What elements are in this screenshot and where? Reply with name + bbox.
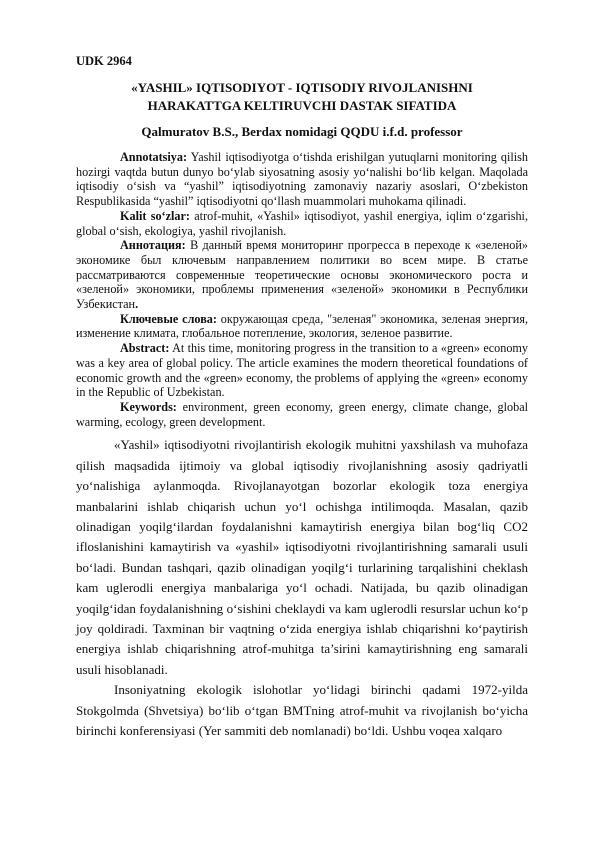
keywords-uz: [76, 209, 528, 238]
abstract-en-text: At this time, monitoring progress in the transition to a «green» economy was a key area of global policy. The article examines the modern theoretical foundations of economic growth and the «green» economy, the problems of applying the «green» economy in the Republic of Uzbekistan.: [76, 341, 528, 400]
body-paragraph-2: Insoniyatning ekologik islohotlar yo‘lidagi birinchi qadami 1972-yilda Stokgolmda (Shvetsiya) bo‘lib o‘tgan BMTning atrof-muhit va rivojlanish bo‘yicha birinchi konferensiyasi (Yer sammiti deb nomlanadi) bo‘ldi. Ushbu voqea xalqaro: [76, 682, 528, 739]
annotation-ru-end: .: [135, 297, 139, 312]
abstract-en-label: Abstract:: [120, 341, 170, 356]
title-line-2: HARAKATTGA KELTIRUVCHI DASTAK SIFATIDA: [147, 97, 457, 113]
keywords-en-text: environment, green economy, green energy, climate change, global warming, ecology, green development.: [76, 399, 528, 429]
article: [76, 54, 528, 741]
keywords-ru-label: Ключевые слова:: [120, 311, 217, 326]
keywords-ru-text: окружающая среда, "зеленая" экономика, зеленая энергия, изменение климата, глобальное потепление, экология, зеленое развитие.: [76, 311, 528, 341]
annotation-ru-text: В данный время мониторинг прогресса в переходе к «зеленой» экономике был ключевым направлением политики во всем мире. В статье рассматриваются современные теоретические основы экономического роста и «зеленой» экономики, проблемы применения «зеленой» экономики в Республики Узбекистан: [76, 238, 528, 312]
keywords-en-label: Keywords:: [120, 399, 177, 414]
annotation-uz-text: Yashil iqtisodiyotga o‘tishda erishilgan yutuqlarni monitoring qilish hozirgi vaqtda butun dunyo bo‘ylab siyosatning asosiy yo‘nalishi bo‘lib kelgan. Maqolada iqtisodiy o‘sish va “yashil” iqtisodiyotning zamonaviy nazariy asoslari, O‘zbekiston Respublikasida “yashil” iqtisodiyotni qo‘llash muammolari muhokama qilinadi.: [76, 150, 528, 209]
annotation-ru-label: Аннотация:: [120, 238, 186, 253]
author-line: Qalmuratov B.S., Berdax nomidagi QQDU i.f.d. professor: [141, 124, 463, 139]
udk-code: UDK 2964: [76, 54, 132, 68]
keywords-en: [76, 400, 528, 429]
abstract-en: [76, 341, 528, 400]
title-line-1: «YASHIL» IQTISODIYOT - IQTISODIY RIVOJLANISHNI: [131, 80, 473, 95]
keywords-uz-label: Kalit so‘zlar:: [120, 208, 190, 223]
article-title: [76, 79, 528, 114]
body-paragraph-1: «Yashil» iqtisodiyotni rivojlantirish ekologik muhitni yaxshilash va muhofaza qilish maqsadida ijtimoiy va global iqtisodiy rivojlanishning asosiy qadriyatli yo‘nalishiga aylanmoqda. Rivojlanayotgan bozorlar ekologik toza energiya manbalarini ishlab chiqarish uchun yo‘l ochishga intilimoqda. Masalan, qazib olinadigan yoqilg‘ilardan foydalanishni kamaytirish energiya bilan bog‘liq CO2 ifloslanishini kamaytirish va «yashil» iqtisodiyotni rivojlantirishning samarali usuli bo‘ladi. Bundan tashqari, qazib olinadigan yoqilg‘i turlarining tarqalishini cheklash kam uglerodli energiya manbalariga yo‘l ochadi. Natijada, bu qazib olinadigan yoqilg‘idan foydalanishning o‘sishini cheklaydi va kam uglerodli resurslar uchun ko‘p joy qoldiradi. Taxminan bir vaqtning o‘zida energiya ishlab chiqarishni ko‘paytirish energiya ishlab chiqarishning atrof-muhitga ta’sirini kamaytirishning eng samarali usuli hisoblanadi.: [76, 437, 528, 677]
keywords-ru: [76, 312, 528, 341]
annotation-uz: [76, 150, 528, 209]
keywords-uz-text: atrof-muhit, «Yashil» iqtisodiyot, yashil energiya, iqlim o‘zgarishi, global o‘sish, ekologiya, yashil rivojlanish.: [76, 208, 528, 238]
annotation-uz-label: Annotatsiya:: [120, 150, 188, 164]
annotation-ru: [76, 238, 528, 312]
